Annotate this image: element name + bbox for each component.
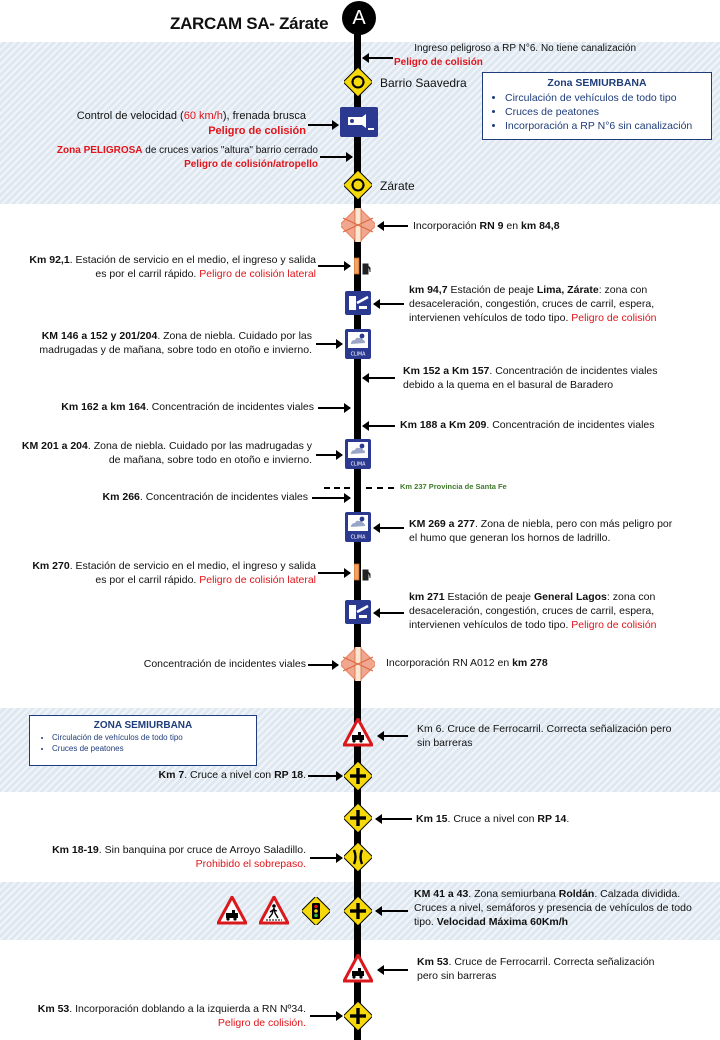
arrow	[320, 156, 352, 158]
note-warning: Peligro de colisión/atropello	[184, 158, 318, 170]
note-bold: Km 270	[32, 560, 70, 572]
start-marker: A	[342, 1, 376, 35]
note-bold: Km 18-19	[52, 844, 99, 856]
weather-sign-icon	[345, 329, 371, 359]
arrow	[318, 265, 350, 267]
note-text	[4, 573, 316, 587]
note-text: madrugadas y de mañana, sobre todo en otoño e invierno.	[39, 344, 312, 357]
arrow	[312, 497, 350, 499]
arrow	[374, 612, 404, 614]
arrow	[374, 303, 404, 305]
note-bold: Km 92,1	[29, 254, 70, 266]
note	[10, 400, 314, 414]
place-label: Barrio Saavedra	[380, 76, 467, 90]
toll-sign-icon	[345, 291, 371, 315]
note-text: . Concentración de incidentes viales	[486, 419, 655, 431]
note-text: . Estación de servicio en el medio, el ingreso y salida	[69, 560, 316, 572]
note-warning: Zona PELIGROSA	[56, 145, 143, 156]
note-text: pero sin barreras	[417, 970, 497, 983]
note-text: el humo que generan los hornos de ladrillo.	[409, 532, 611, 545]
note-bold: RP 18	[274, 769, 304, 781]
crossroads-sign-icon	[344, 762, 372, 790]
arrow	[308, 664, 338, 666]
note-text: . Zona semiurbana	[468, 888, 559, 900]
note-text: de cruces varios "altura" barrio cerrado	[142, 145, 318, 156]
traffic-light-sign-icon	[302, 897, 330, 925]
note-text: .	[566, 813, 570, 825]
note-text	[417, 955, 707, 969]
note-text: debido a la quema en el basural de Baradero	[403, 379, 614, 392]
note-bold: RN 9	[479, 220, 504, 232]
note-text: : zona con	[606, 591, 656, 603]
railroad-crossing-sign-icon	[343, 718, 373, 748]
arrow	[378, 969, 408, 971]
note-text: . Concentración de incidentes viales	[139, 491, 308, 503]
note-text: . Concentración de incidentes viales	[489, 365, 658, 377]
toll-sign-icon	[345, 600, 371, 624]
interchange-sign-icon	[341, 208, 375, 242]
note-text: : zona con	[598, 284, 648, 296]
note	[10, 144, 318, 171]
fuel-station-sign-icon	[354, 562, 374, 582]
arrow	[318, 407, 350, 409]
note-text: Incorporación	[413, 220, 480, 232]
crossroads-sign-icon	[344, 804, 372, 832]
note-text: desaceleración, congestión, cruces de carril, espera,	[409, 605, 655, 618]
note-text	[20, 109, 306, 124]
note	[416, 812, 569, 826]
note-text: . Concentración de incidentes viales	[145, 401, 314, 413]
weather-sign-icon	[345, 439, 371, 469]
note-text: . Cruce a nivel con	[447, 813, 538, 825]
note-text: Cruces a nivel, semáforos y presencia de vehículos de todo	[414, 902, 692, 915]
note	[4, 559, 316, 587]
note-text	[4, 253, 316, 267]
note-text: desaceleración, congestión, cruces de carril, espera,	[409, 298, 655, 311]
note-warning: Peligro de colisión	[208, 124, 306, 137]
note-text: . Estación de servicio en el medio, el ingreso y salida	[69, 254, 316, 266]
interchange-sign-icon	[341, 647, 375, 681]
note	[4, 439, 312, 467]
zone-box-2-list	[30, 733, 256, 755]
note-bold: km 271	[409, 591, 445, 603]
note-bold: km 84,8	[521, 220, 560, 232]
note-text: Km 6. Cruce de Ferrocarril. Correcta señalización pero	[417, 723, 672, 735]
note	[403, 364, 703, 392]
note-text: de mañana, sobre todo en otoño e invierno.	[108, 454, 312, 467]
note-bold: Km 53	[417, 956, 449, 968]
note-text: .	[303, 769, 306, 781]
note	[20, 109, 306, 139]
page-title: ZARCAM SA- Zárate	[170, 14, 329, 33]
arrow	[376, 910, 408, 912]
fuel-station-sign-icon	[354, 256, 374, 276]
note-text: Ingreso peligroso a RP N°6. No tiene canalización	[414, 43, 636, 54]
note-text: intervienen vehículos de todo tipo.	[409, 619, 572, 632]
note	[409, 590, 709, 633]
note-text: . Incorporación doblando a la izquierda a RN Nº34.	[69, 1003, 306, 1015]
speed-camera-sign-icon	[340, 107, 378, 137]
zone-box-2-item: • Cruces de peatones	[52, 744, 256, 755]
note-bold: Km 162 a km 164	[61, 401, 146, 413]
note-bold: KM 146 a 152 y 201/204	[41, 330, 158, 342]
zone-box-2-title: ZONA SEMIURBANA	[93, 720, 193, 731]
narrow-bridge-sign-icon	[344, 843, 372, 871]
note-warning: Peligro de colisión.	[217, 1017, 306, 1030]
note-text: Estación de peaje	[447, 284, 537, 296]
crossroads-sign-icon	[344, 1002, 372, 1030]
note-text	[4, 1002, 306, 1016]
note	[4, 1002, 306, 1030]
note	[414, 887, 714, 930]
zone-box-1-title: Zona SEMIURBANA	[547, 77, 647, 89]
arrow	[316, 454, 342, 456]
note-text	[409, 590, 709, 604]
note-bold: KM 41 a 43	[414, 888, 469, 900]
note-bold: KM 201 a 204	[21, 440, 88, 452]
railroad-crossing-sign-icon	[217, 896, 247, 926]
note-text: tipo.	[414, 916, 437, 929]
note-text: Estación de peaje	[444, 591, 534, 603]
note	[417, 722, 707, 750]
note-bold: km 94,7	[409, 284, 448, 296]
note-text: . Zona de niebla. Cuidado por las madrugadas y	[87, 440, 312, 452]
note-text	[403, 364, 703, 378]
note-bold: General Lagos	[533, 591, 607, 603]
note-text	[4, 267, 316, 281]
note	[20, 768, 306, 782]
note-text: intervienen vehículos de todo tipo.	[409, 312, 572, 325]
note-bold: Km 15	[416, 813, 448, 825]
note-bold: Velocidad Máxima 60Km/h	[436, 916, 569, 929]
arrow	[318, 572, 350, 574]
province-label: Km 237 Provincia de Santa Fe	[400, 482, 507, 491]
note	[10, 490, 308, 504]
note-text: . Zona de niebla, pero con más peligro por	[474, 518, 673, 530]
note-bold: Roldán	[558, 888, 595, 900]
speed-value: 60 km/h	[183, 110, 223, 122]
note-text: . Cruce a nivel con	[184, 769, 275, 781]
zone-box-1-item: • Incorporación a RP N°6 sin canalización	[505, 119, 711, 133]
note-bold: Km 152 a Km 157	[403, 365, 490, 377]
note-text	[409, 283, 709, 297]
weather-sign-icon	[345, 512, 371, 542]
note-text	[4, 329, 312, 343]
note-text	[4, 559, 316, 573]
arrow	[378, 735, 408, 737]
note-bold: Km 266	[102, 491, 140, 503]
note-bold: km 278	[512, 657, 548, 669]
note	[413, 219, 560, 233]
note: Concentración de incidentes viales	[143, 658, 306, 670]
arrow	[378, 225, 408, 227]
note-text: en	[503, 220, 521, 232]
note	[4, 329, 312, 357]
note	[417, 955, 707, 983]
note-text: . Calzada dividida.	[594, 888, 681, 900]
zone-box-1-item: • Circulación de vehículos de todo tipo	[505, 91, 711, 105]
note-bold: Lima, Zárate	[536, 284, 599, 296]
note-text	[409, 618, 709, 632]
note	[380, 42, 636, 69]
note-warning: Peligro de colisión	[571, 312, 657, 325]
province-boundary	[324, 487, 350, 489]
pedestrian-crossing-sign-icon	[259, 896, 289, 926]
note-text	[409, 311, 709, 325]
crossroads-sign-icon	[344, 897, 372, 925]
zone-box-1-list	[483, 91, 711, 134]
arrow	[310, 857, 342, 859]
note	[400, 418, 700, 432]
note-text: sin barreras	[417, 737, 473, 750]
note-text: ), frenada brusca	[222, 110, 306, 122]
arrow	[376, 818, 412, 820]
note-bold: Km 188 a Km 209	[400, 419, 487, 431]
note	[10, 843, 306, 871]
note-warning: Prohibido el sobrepaso.	[195, 858, 306, 871]
note-text: Incorporación RN A012 en	[386, 657, 513, 669]
note-text	[10, 144, 318, 158]
note-warning: Peligro de colisión	[394, 56, 483, 68]
arrow	[310, 1015, 342, 1017]
roundabout-sign-icon	[344, 68, 372, 96]
note-text	[409, 517, 709, 531]
province-boundary	[366, 487, 394, 489]
note-warning: Peligro de colisión lateral	[199, 574, 316, 587]
note-bold: KM 269 a 277	[409, 518, 475, 530]
zone-box-1-item: • Cruces de peatones	[505, 105, 711, 119]
arrow	[363, 425, 395, 427]
note-text: Control de velocidad (	[76, 110, 184, 122]
zone-box-1	[482, 72, 712, 140]
arrow	[363, 377, 395, 379]
note-text: . Zona de niebla. Cuidado por las	[157, 330, 312, 342]
note-text: es por el carril rápido.	[95, 574, 200, 587]
note-bold: Km 53	[37, 1003, 70, 1015]
zone-box-2-item: • Circulación de vehículos de todo tipo	[52, 733, 256, 744]
arrow	[316, 343, 342, 345]
arrow	[374, 527, 404, 529]
note-bold: RP 14	[537, 813, 567, 825]
note-text	[10, 843, 306, 857]
note-text: . Cruce de Ferrocarril. Correcta señalización	[448, 956, 655, 968]
note	[409, 283, 709, 326]
note-text: . Sin banquina por cruce de Arroyo Saladillo.	[98, 844, 306, 856]
railroad-crossing-sign-icon	[343, 954, 373, 984]
zone-box-2	[29, 715, 257, 766]
note-bold: Km 7	[158, 769, 185, 781]
note-warning: Peligro de colisión	[571, 619, 657, 632]
note	[386, 656, 548, 670]
note-text	[4, 439, 312, 453]
arrow	[308, 124, 338, 126]
place-label: Zárate	[380, 179, 415, 193]
note	[409, 517, 709, 545]
roundabout-sign-icon	[344, 171, 372, 199]
note-text	[414, 915, 714, 929]
note-text: es por el carril rápido.	[95, 268, 200, 281]
note-text	[414, 887, 714, 901]
note	[4, 253, 316, 281]
note-warning: Peligro de colisión lateral	[199, 268, 316, 281]
arrow	[308, 775, 342, 777]
